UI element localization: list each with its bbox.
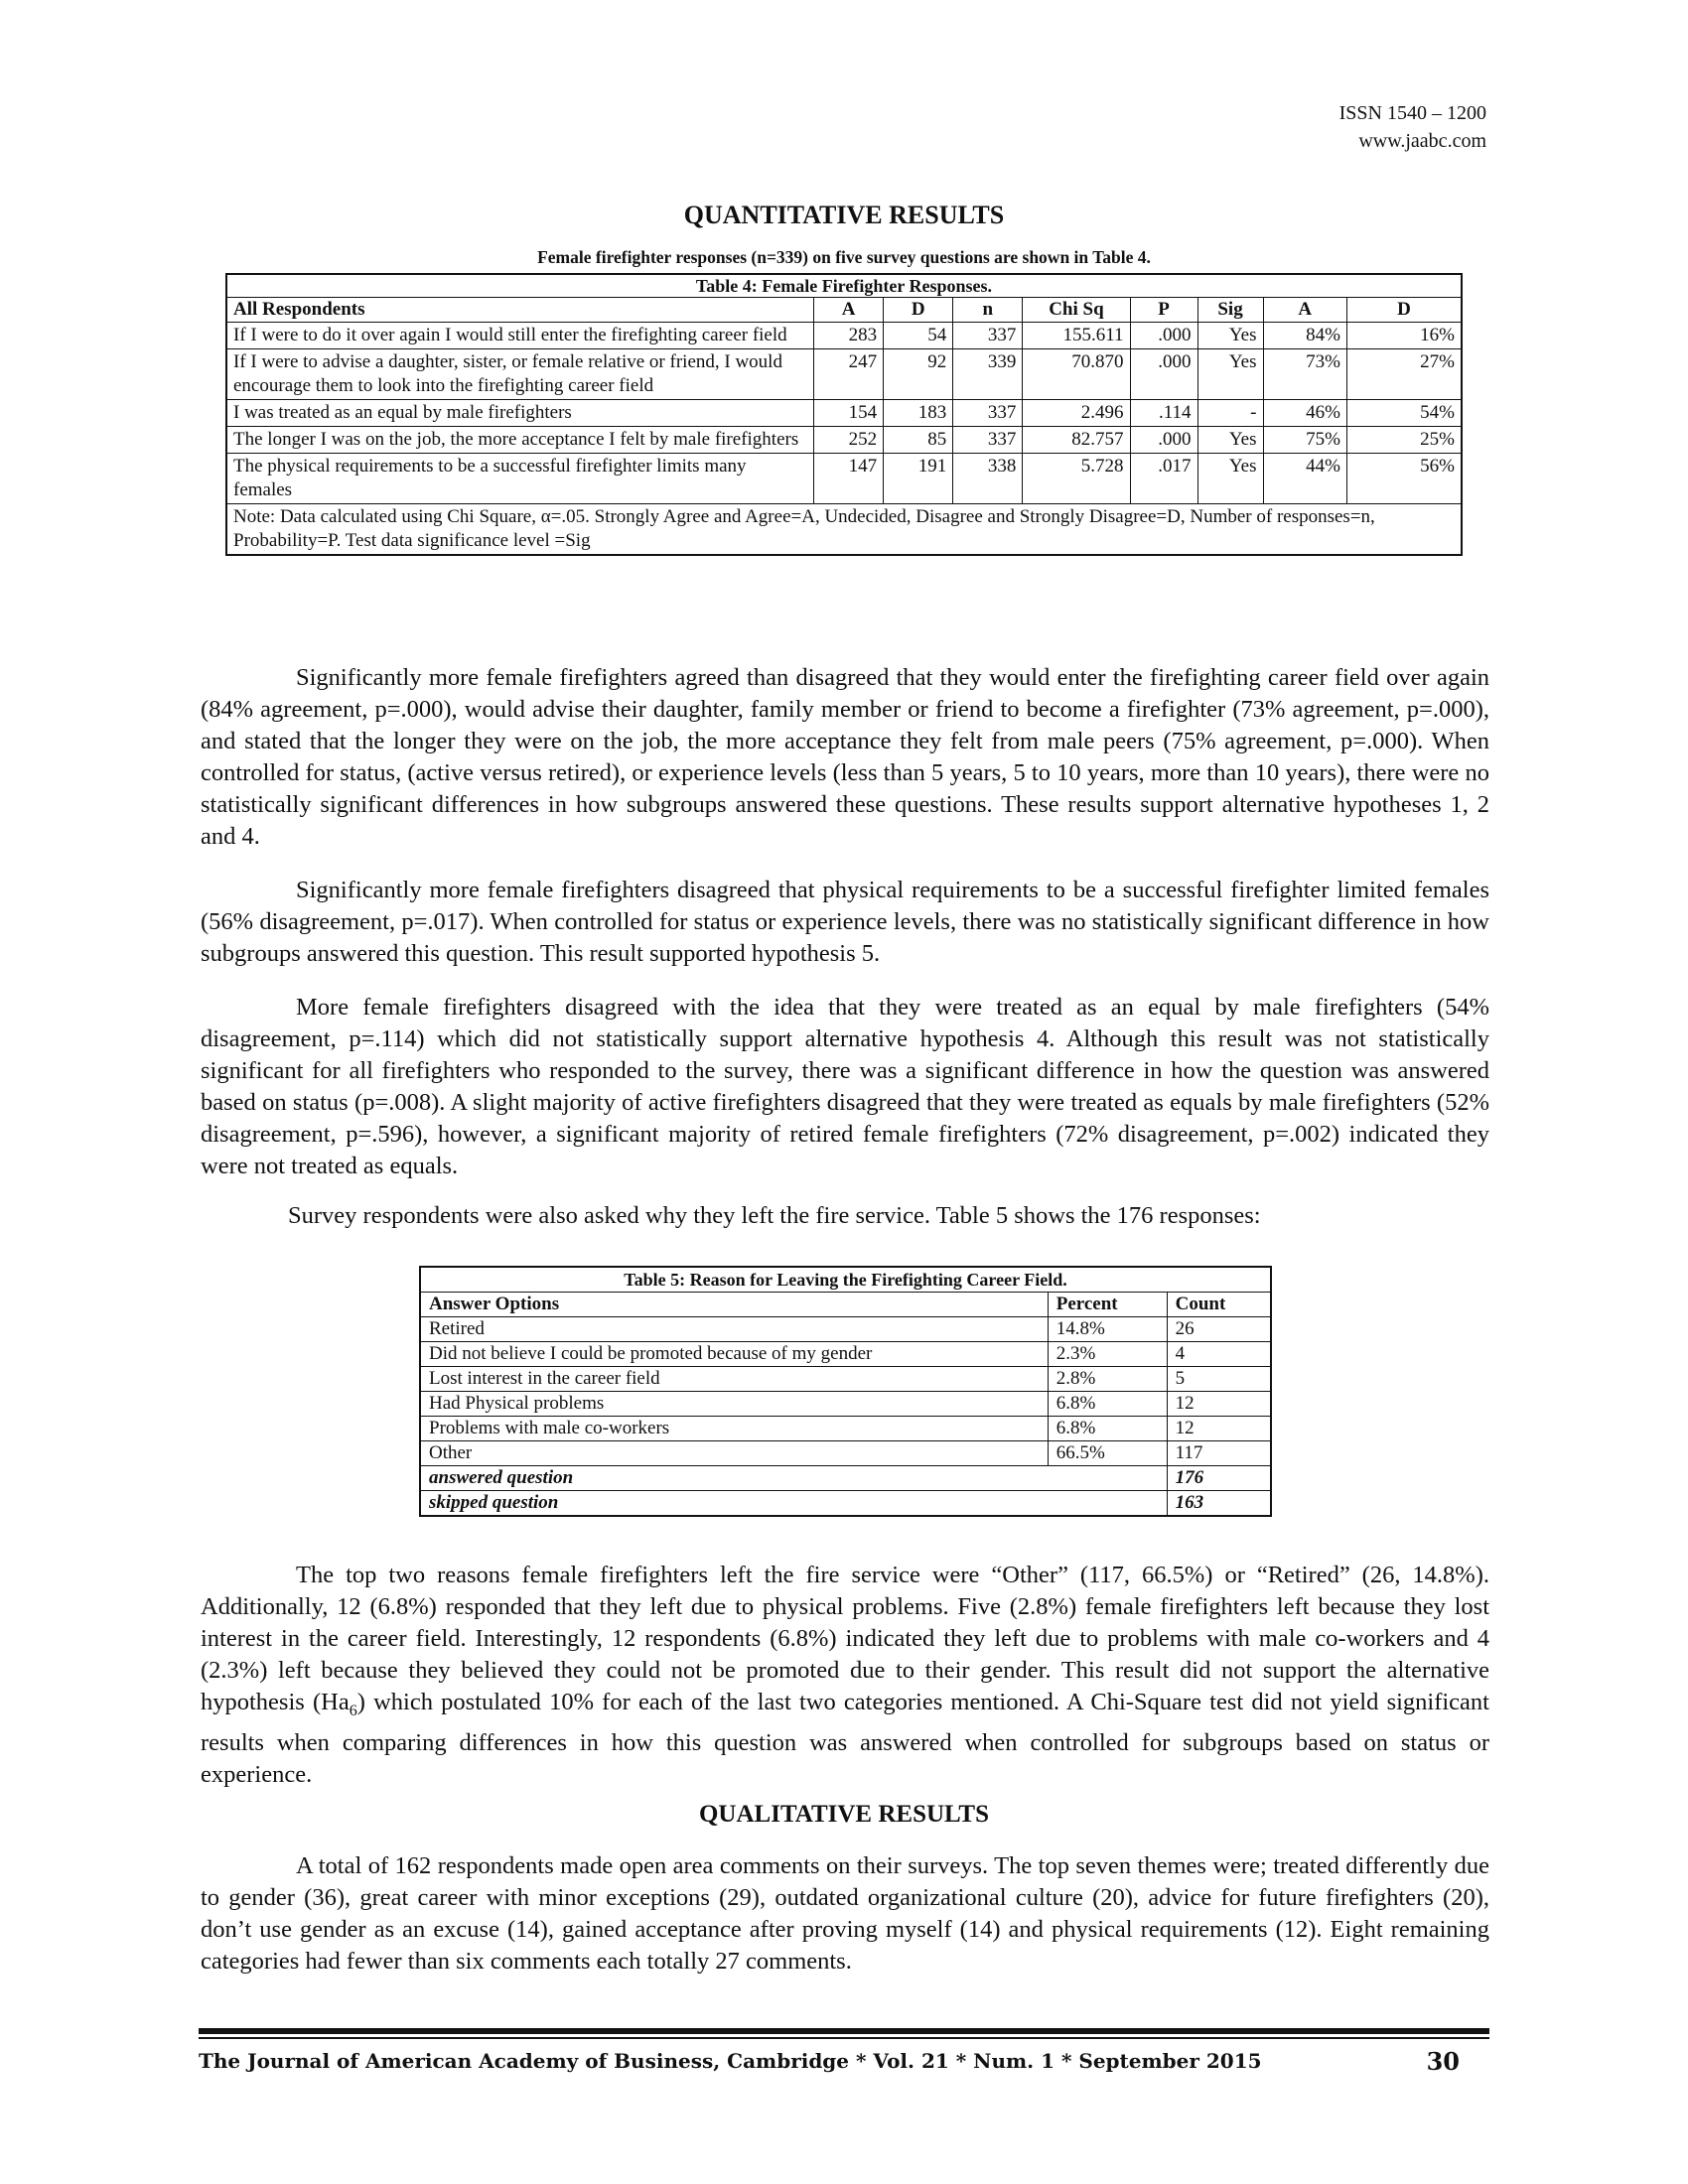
table4-cell: If I were to do it over again I would still enter the firefighting career field (226, 323, 814, 349)
table4-cell: 46% (1263, 400, 1347, 427)
footer-rule (199, 2037, 1489, 2039)
paragraph: Survey respondents were also asked why they left the fire service. Table 5 shows the 176 responses: (288, 1202, 1261, 1229)
table4-cell: Yes (1197, 349, 1263, 400)
table5-cell: 5 (1167, 1367, 1271, 1392)
table4-title: Table 4: Female Firefighter Responses. (226, 274, 1462, 298)
table5-header-row (420, 1293, 1271, 1317)
skipped-question-value: 163 (1167, 1491, 1271, 1517)
table-row (420, 1441, 1271, 1466)
table4-cell: 75% (1263, 427, 1347, 454)
table5-cell: 66.5% (1048, 1441, 1167, 1466)
table4-cell: 337 (953, 427, 1023, 454)
table4-cell: I was treated as an equal by male firefighters (226, 400, 814, 427)
table4-cell: 25% (1347, 427, 1463, 454)
table-row (420, 1342, 1271, 1367)
table4-cell: 5.728 (1023, 454, 1130, 504)
table4-cell: 92 (884, 349, 953, 400)
table-row (226, 400, 1462, 427)
footer-rule (199, 2028, 1489, 2034)
table4-col-header: D (884, 298, 953, 323)
table5-cell: Lost interest in the career field (420, 1367, 1048, 1392)
table4-cell: Yes (1197, 427, 1263, 454)
table4-cell: 191 (884, 454, 953, 504)
table4-cell: 337 (953, 400, 1023, 427)
table4-cell: 252 (814, 427, 884, 454)
table4-cell: 283 (814, 323, 884, 349)
table-row (420, 1317, 1271, 1342)
table4-cell: 85 (884, 427, 953, 454)
table4-cell: 2.496 (1023, 400, 1130, 427)
table4-cell: 73% (1263, 349, 1347, 400)
table5-answered-row (420, 1466, 1271, 1491)
page-number: 30 (1426, 2047, 1460, 2076)
table4-cell: 247 (814, 349, 884, 400)
answered-question-value: 176 (1167, 1466, 1271, 1491)
table4-cell: 27% (1347, 349, 1463, 400)
table4-col-header: D (1347, 298, 1463, 323)
table4-col-header: A (814, 298, 884, 323)
table5-cell: 26 (1167, 1317, 1271, 1342)
table4-cell: The longer I was on the job, the more acceptance I felt by male firefighters (226, 427, 814, 454)
table4-col-header: Sig (1197, 298, 1263, 323)
section-title-qualitative: QUALITATIVE RESULTS (698, 1801, 989, 1828)
table4-cell: .000 (1130, 427, 1197, 454)
table5-cell: 2.3% (1048, 1342, 1167, 1367)
subscript: 6 (349, 1702, 357, 1719)
table-4 (225, 273, 1463, 556)
table4-cell: Yes (1197, 323, 1263, 349)
table4-note: Note: Data calculated using Chi Square, α=.05. Strongly Agree and Agree=A, Undecided, Disagree and Strongly Disagree=D, Number of responses=n, Probability=P. Test data significance level =Sig (226, 504, 1462, 556)
table4-cell: - (1197, 400, 1263, 427)
table-row (420, 1367, 1271, 1392)
body-section-1 (201, 662, 1489, 1232)
table4-cell: .000 (1130, 323, 1197, 349)
table-row (226, 349, 1462, 400)
table-5 (419, 1266, 1272, 1517)
table4-cell: 54% (1347, 400, 1463, 427)
paragraph-text: The top two reasons female firefighters left the fire service were “Other” (117, 66.5%) or “Retired” (26, 14.8%). Additionally, 12 (6.8%) responded that they left due to physical problems. Five (2.8%) female firefighters left because they lost interest in the career field. Interestingly, 12 respondents (6.8%) indicated they left due to problems with male co-workers and 4 (2.3%) left because they believed they could not be promoted due to their gender. This result did not support the alternative hypothesis (Ha (201, 1562, 1489, 1715)
journal-url: www.jaabc.com (1358, 130, 1486, 152)
issn-text: ISSN 1540 – 1200 (1338, 102, 1486, 124)
table5-cell: 14.8% (1048, 1317, 1167, 1342)
paragraph-text: ) which postulated 10% for each of the last two categories mentioned. A Chi-Square test did not yield significant results when comparing differences in how this question was answered when controlled for subgroups based on status or experience. (201, 1689, 1489, 1788)
table4-cell: .017 (1130, 454, 1197, 504)
table4-cell: 183 (884, 400, 953, 427)
body-section-3 (201, 1850, 1489, 1978)
table4-intro: Female firefighter responses (n=339) on five survey questions are shown in Table 4. (537, 247, 1151, 267)
table4-cell: The physical requirements to be a successful firefighter limits many females (226, 454, 814, 504)
table-row (420, 1392, 1271, 1417)
table5-cell: Did not believe I could be promoted because of my gender (420, 1342, 1048, 1367)
table4-cell: If I were to advise a daughter, sister, or female relative or friend, I would encourage them to look into the firefighting career field (226, 349, 814, 400)
table4-col-header: n (953, 298, 1023, 323)
table5-col-header: Answer Options (420, 1293, 1048, 1317)
paragraph (201, 1560, 1489, 1791)
table5-cell: Other (420, 1441, 1048, 1466)
paragraph: More female firefighters disagreed with the idea that they were treated as an equal by male firefighters (54% disagreement, p=.114) which did not statistically support alternative hypothesis 4. Although this result was not statistically significant for all firefighters who responded to the survey, there was a significant difference in how the question was answered based on status (p=.008). A slight majority of active firefighters disagreed that they were treated as equals by male firefighters (52% disagreement, p=.596), however, a significant majority of retired female firefighters (72% disagreement, p=.002) indicated they were not treated as equals. (201, 994, 1489, 1179)
skipped-question-label: skipped question (420, 1491, 1167, 1517)
table4-cell: 337 (953, 323, 1023, 349)
table5-col-header: Count (1167, 1293, 1271, 1317)
body-section-2 (201, 1560, 1489, 1791)
table5-cell: 6.8% (1048, 1392, 1167, 1417)
table4-cell: 147 (814, 454, 884, 504)
table4-header-row (226, 298, 1462, 323)
table4-col-header: All Respondents (226, 298, 814, 323)
table5-title: Table 5: Reason for Leaving the Firefighting Career Field. (420, 1267, 1271, 1293)
table5-cell: 117 (1167, 1441, 1271, 1466)
table4-col-header: P (1130, 298, 1197, 323)
table5-cell: 4 (1167, 1342, 1271, 1367)
table4-cell: Yes (1197, 454, 1263, 504)
page-header (1339, 99, 1486, 155)
table-row (226, 323, 1462, 349)
table5-cell: 12 (1167, 1392, 1271, 1417)
table4-cell: 16% (1347, 323, 1463, 349)
table4-cell: 339 (953, 349, 1023, 400)
table5-cell: 6.8% (1048, 1417, 1167, 1441)
table5-col-header: Percent (1048, 1293, 1167, 1317)
table4-col-header: Chi Sq (1023, 298, 1130, 323)
table5-skipped-row (420, 1491, 1271, 1517)
table5-cell: Problems with male co-workers (420, 1417, 1048, 1441)
paragraph: Significantly more female firefighters agreed than disagreed that they would enter the firefighting career field over again (84% agreement, p=.000), would advise their daughter, family member or friend to become a firefighter (73% agreement, p=.000), and stated that the longer they were on the job, the more acceptance they felt from male peers (75% agreement, p=.000). When controlled for status, (active versus retired), or experience levels (less than 5 years, 5 to 10 years, more than 10 years), there were no statistically significant differences in how subgroups answered these questions. These results support alternative hypotheses 1, 2 and 4. (201, 664, 1489, 850)
table4-cell: 44% (1263, 454, 1347, 504)
paragraph: Significantly more female firefighters disagreed that physical requirements to be a successful firefighter limited females (56% disagreement, p=.017). When controlled for status or experience levels, there was no statistically significant difference in how subgroups answered this question. This result supported hypothesis 5. (201, 877, 1489, 967)
table4-cell: 70.870 (1023, 349, 1130, 400)
answered-question-label: answered question (420, 1466, 1167, 1491)
table5-cell: 12 (1167, 1417, 1271, 1441)
table4-cell: 84% (1263, 323, 1347, 349)
table4-cell: .000 (1130, 349, 1197, 400)
paragraph: A total of 162 respondents made open area comments on their surveys. The top seven themes were; treated differently due to gender (36), great career with minor exceptions (29), outdated organizational culture (20), advice for future firefighters (20), don’t use gender as an excuse (14), gained acceptance after proving myself (14) and physical requirements (12). Eight remaining categories had fewer than six comments each totally 27 comments. (201, 1852, 1489, 1975)
table5-cell: 2.8% (1048, 1367, 1167, 1392)
table4-cell: 82.757 (1023, 427, 1130, 454)
table5-cell: Had Physical problems (420, 1392, 1048, 1417)
table4-col-header: A (1263, 298, 1347, 323)
table-row (226, 427, 1462, 454)
table4-cell: 338 (953, 454, 1023, 504)
table-row (420, 1417, 1271, 1441)
table4-cell: 154 (814, 400, 884, 427)
table4-cell: 56% (1347, 454, 1463, 504)
table4-cell: .114 (1130, 400, 1197, 427)
table4-cell: 155.611 (1023, 323, 1130, 349)
table-row (226, 454, 1462, 504)
section-title-quantitative: QUANTITATIVE RESULTS (683, 201, 1005, 229)
table5-cell: Retired (420, 1317, 1048, 1342)
table4-cell: 54 (884, 323, 953, 349)
footer-journal: The Journal of American Academy of Business, Cambridge * Vol. 21 * Num. 1 * September 2015 (199, 2049, 1262, 2073)
